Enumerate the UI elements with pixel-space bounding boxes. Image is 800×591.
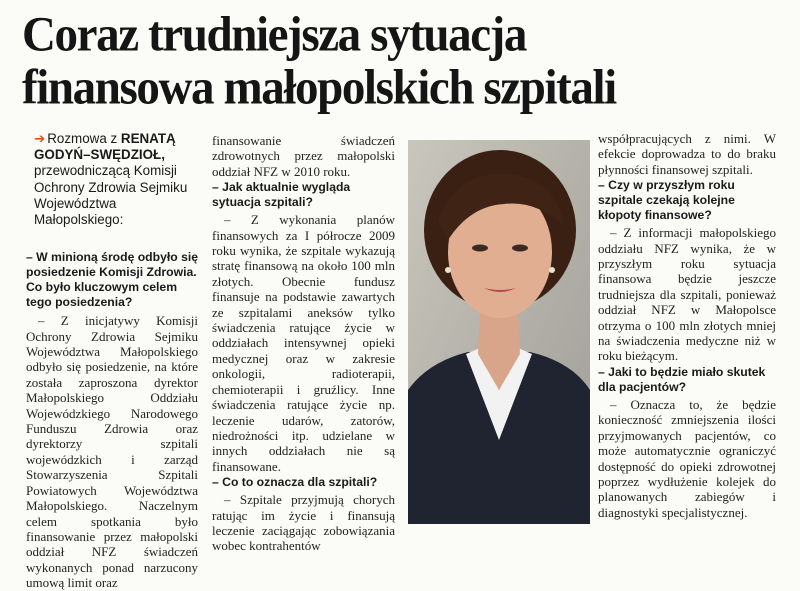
answer-2: – Z wykonania planów finansowych za I półrocze 2009 roku wynika, że szpitale wykazują stratę finansową na około 100 mln złotych. Obecnie fundusz finansuje na podstawie zawartych ze szpitalami aneksów tylko świadczenia ratujące życie w oddziałach intensywnej opieki medycznej oraz w zakresie onkologii, radioterapii, chemioterapii i gruźlicy. Inne świadczenia ratujące życie np. leczenie udarów, zatorów, niedrożności itp. udzielane w innych oddziałach nie są finansowane. [212,212,395,474]
portrait-illustration [408,140,590,524]
answer-4: – Z informacji małopolskiego oddziału NFZ wynika, że w przyszłym roku sytuacja finansowa będzie jeszcze trudniejsza dla szpitali, ponieważ oddział NFZ w Małopolsce otrzyma o 100 mln złotych mniej na świadczenia medyczne niż w roku bieżącym. [598,225,776,364]
interview-intro [26,131,198,228]
answer-1-continued: finansowanie świadczeń zdrowotnych przez małopolski oddział NFZ w 2010 roku. [212,133,395,179]
headline-line-1: Coraz trudniejsza sytuacja [22,6,527,63]
article-headline [22,8,782,114]
arrow-icon: ➔ [34,131,46,146]
question-2: – Jak aktualnie wygląda sytuacja szpitali? [212,180,351,210]
column-3 [598,131,776,520]
headline-line-2: finansowa małopolskich szpitali [22,59,616,116]
question-5: – Jaki to będzie miało skutek dla pacjentów? [598,364,766,394]
answer-5: – Oznacza to, że będzie konieczność zmniejszenia ilości przyjmowanych pacjentów, co może automatycznie ograniczyć dostępność do opieki zdrowotnej poprzez wydłużenie kolejek do planowanych zabiegów i diagnostyki specjalistycznej. [598,396,776,520]
interviewee-name: RENATĄ GODYŃ–SWĘDZIOŁ, [34,131,176,163]
answer-3: – Szpitale przyjmują chorych ratując im życie i finansują leczenie zaciągając zobowiązania wobec kontrahentów [212,492,395,554]
column-1 [26,131,198,591]
intro-prefix: Rozmowa z [47,131,121,146]
answer-1: – Z inicjatywy Komisji Ochrony Zdrowia Sejmiku Województwa Małopolskiego odbyło się posiedzenie, na które została zaproszona dyrektor Małopolskiego Oddziału Wojewódzkiego Narodowego Funduszu Zdrowia oraz dyrektorzy szpitali wojewódzkich i zarząd Stowarzyszenia Szpitali Powiatowych Województwa Małopolskiego. Naczelnym celem spotkania było finansowanie przez małopolski oddział NFZ świadczeń wykonanych ponad narzucony umową limit oraz [26,313,198,591]
question-3: – Co to oznacza dla szpitali? [212,475,378,490]
portrait-photo [408,140,590,524]
intro-role: przewodniczącą Komisji Ochrony Zdrowia Sejmiku Województwa Małopolskiego: [34,163,188,228]
column-2 [212,133,395,554]
answer-3-continued: współpracujących z nimi. W efekcie doprowadza to do braku płynności finansowej szpitali. [598,131,776,177]
question-1: – W minioną środę odbyło się posiedzenie Komisji Zdrowia. Co było kluczowym celem tego posiedzenia? [26,250,199,310]
question-4: – Czy w przyszłym roku szpitale czekają kolejne kłopoty finansowe? [598,178,735,223]
